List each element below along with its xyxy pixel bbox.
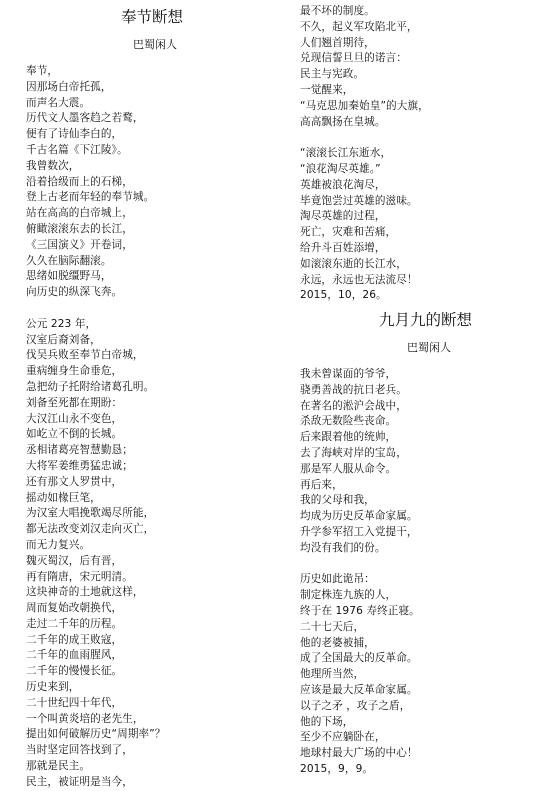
poem-line: 均没有我们的份。 [300, 541, 386, 554]
poem-line: 制定株连九族的人， [300, 589, 397, 602]
poem-line: 一觉醒来， [300, 83, 354, 96]
poem-line: 民主与宪政。 [300, 68, 365, 81]
poem-line: 思绪如脱缰野马， [26, 270, 112, 283]
poem-line: 二千年的成王败寇， [26, 633, 123, 646]
poem-line: 2015，10，26。 [300, 289, 387, 302]
poem-line: 摇动如椽巨笔， [26, 491, 101, 504]
poem-line: 他的下场， [300, 715, 354, 728]
poem-line: 升学参军招工入党提干， [300, 525, 418, 538]
poem-line: 成了全国最大的反革命。 [300, 652, 418, 665]
poem-line: 二十世纪四十年代， [26, 696, 123, 709]
poem-line: 他理所当然， [300, 668, 365, 681]
poem-line: 最不坏的制度。 [300, 5, 375, 17]
poem-line: 公元 223 年， [26, 317, 97, 330]
poem-line: 如屹立不倒的长城。 [26, 428, 123, 441]
poem-title: 奉节断想 [121, 8, 184, 26]
poem-line: 高高飘扬在皇城。 [300, 115, 386, 128]
poem-line: 毕竟饱尝过英雄的滋味。 [300, 194, 418, 207]
poem-line: 我曾数次， [26, 159, 80, 172]
poem-line: 向历史的纵深飞奔。 [26, 286, 123, 299]
stanza-break [300, 557, 420, 573]
poem-line: 历史来到， [26, 681, 80, 694]
poem-line: 奉节， [26, 65, 59, 77]
poem-line: 刘备至死都在期盼： [26, 396, 123, 409]
poem-line: 英雄被浪花淘尽， [300, 178, 386, 191]
poem-title: 九月九的断想 [379, 311, 473, 329]
stanza-break [26, 301, 166, 317]
poem-line: 重病缠身生命垂危， [26, 365, 123, 378]
poem-line: 死亡，灾难和苦痛， [300, 226, 397, 239]
poem-line: 人们翘首期待， [300, 36, 375, 49]
poem-line: 丞相诸葛亮智慧勤恳； [26, 444, 133, 457]
poem-line: 历代文人墨客趋之若鹜， [26, 112, 144, 125]
poem-line: 那是军人服从命令。 [300, 462, 397, 475]
poem-line: “滚滚长江东逝水， [300, 147, 392, 160]
poem-line: 二十七天后， [300, 620, 365, 633]
poem-line: 伐吴兵败至奉节白帝城， [26, 349, 144, 362]
poem-line: 杀敌无数险些丧命。 [300, 415, 397, 428]
poem-line: 均成为历史反革命家属。 [300, 510, 418, 523]
poem-line: 一个叫黄炎培的老先生， [26, 712, 144, 725]
poem-line: 提出如何破解历史“周期率”？ [26, 728, 166, 741]
poem-line: 他的老婆被捕， [300, 636, 375, 649]
poem-line: 应该是最大反革命家属。 [300, 683, 418, 696]
poem-line: 二千年的慢慢长征。 [26, 665, 123, 678]
poem-line: 急把幼子托附给诸葛孔明。 [26, 380, 155, 393]
poem-line: “马克思加秦始皇”的大旗， [300, 99, 429, 112]
poem-line: 我未曾谋面的爷爷， [300, 368, 397, 380]
poem-line: 以子之矛 ，攻子之盾， [300, 699, 411, 712]
poem-line: 便有了诗仙李白的， [26, 128, 123, 141]
poem-lines [300, 367, 420, 778]
poem-line: 《三国演义》开卷词， [26, 238, 133, 251]
poem-line: 再有隋唐，宋元明清。 [26, 570, 133, 583]
poem-line: 历史如此诡吊： [300, 573, 375, 586]
poem-line: 2015，9，9。 [300, 762, 374, 775]
poem-line: 因那场白帝托孤， [26, 80, 112, 93]
poem-lines-continued [300, 4, 429, 304]
poem-line: 还有那文人罗贯中， [26, 475, 123, 488]
poem-line: 不久，起义军攻陷北平， [300, 20, 418, 33]
poem-line: 大将军姜维勇猛忠诚； [26, 459, 133, 472]
poem-line: 骁勇善战的抗日老兵。 [300, 383, 407, 396]
poem-line: 至少不应躺卧在， [300, 731, 386, 744]
poem-line: 魏灭蜀汉，后有晋， [26, 554, 123, 567]
poem-line: 民主，被证明是当今， [26, 775, 133, 788]
poem-line: 站在高高的白帝城上， [26, 207, 133, 220]
poem-line: 再后来， [300, 478, 343, 491]
poem-line: 永远，永远也无法流尽！ [300, 273, 418, 286]
poem-line: 都无法改变刘汉走向灭亡， [26, 523, 155, 536]
poem-author: 巴蜀闲人 [133, 38, 177, 51]
poem-line: 登上古老而年轻的奉节城。 [26, 191, 155, 204]
poem-line: 俯瞰滚滚东去的长江， [26, 222, 133, 235]
poem-line: 千古名篇《下江陵》。 [26, 143, 128, 156]
poem-author: 巴蜀闲人 [407, 341, 451, 354]
poem-line: 后来跟着他的统帅， [300, 431, 397, 444]
poem-line: 当时坚定回答找到了， [26, 744, 133, 757]
poem-line: 兑现信誓旦旦的诺言： [300, 52, 407, 65]
poem-line: 沿着拾级而上的石梯， [26, 175, 133, 188]
poem-line: 而声名大震。 [26, 96, 91, 109]
poem-line: 为汉室大唱挽歌竭尽所能， [26, 507, 155, 520]
poem-line: 地球村最大广场的中心！ [300, 747, 418, 760]
poem-line: 如滚滚东逝的长江水， [300, 257, 407, 270]
poem-line: 淘尽英雄的过程， [300, 210, 386, 223]
stanza-break [300, 130, 429, 146]
poem-line: 终于在 1976 寿终正寝。 [300, 604, 420, 617]
poem-lines [26, 64, 166, 791]
poem-line: 二千年的血雨腥风， [26, 649, 123, 662]
poem-line: “浪花淘尽英雄。” [300, 162, 381, 175]
poem-line: 在著名的淞沪会战中， [300, 399, 407, 412]
poem-line: 这块神奇的土地就这样， [26, 586, 144, 599]
poem-line: 去了海峡对岸的宝岛， [300, 446, 407, 459]
poem-line: 大汉江山永不变色， [26, 412, 123, 425]
poem-line: 给升斗百姓添增， [300, 241, 386, 254]
poem-line: 我的父母和我， [300, 494, 375, 507]
poem-line: 久久在脑际翻滚。 [26, 254, 112, 267]
poem-line: 而无力复兴。 [26, 538, 91, 551]
poem-line: 周而复始改朝换代， [26, 602, 123, 615]
poem-line: 走过二千年的历程。 [26, 617, 123, 630]
poem-line: 汉室后裔刘备， [26, 333, 101, 346]
poem-line: 那就是民主。 [26, 760, 91, 773]
